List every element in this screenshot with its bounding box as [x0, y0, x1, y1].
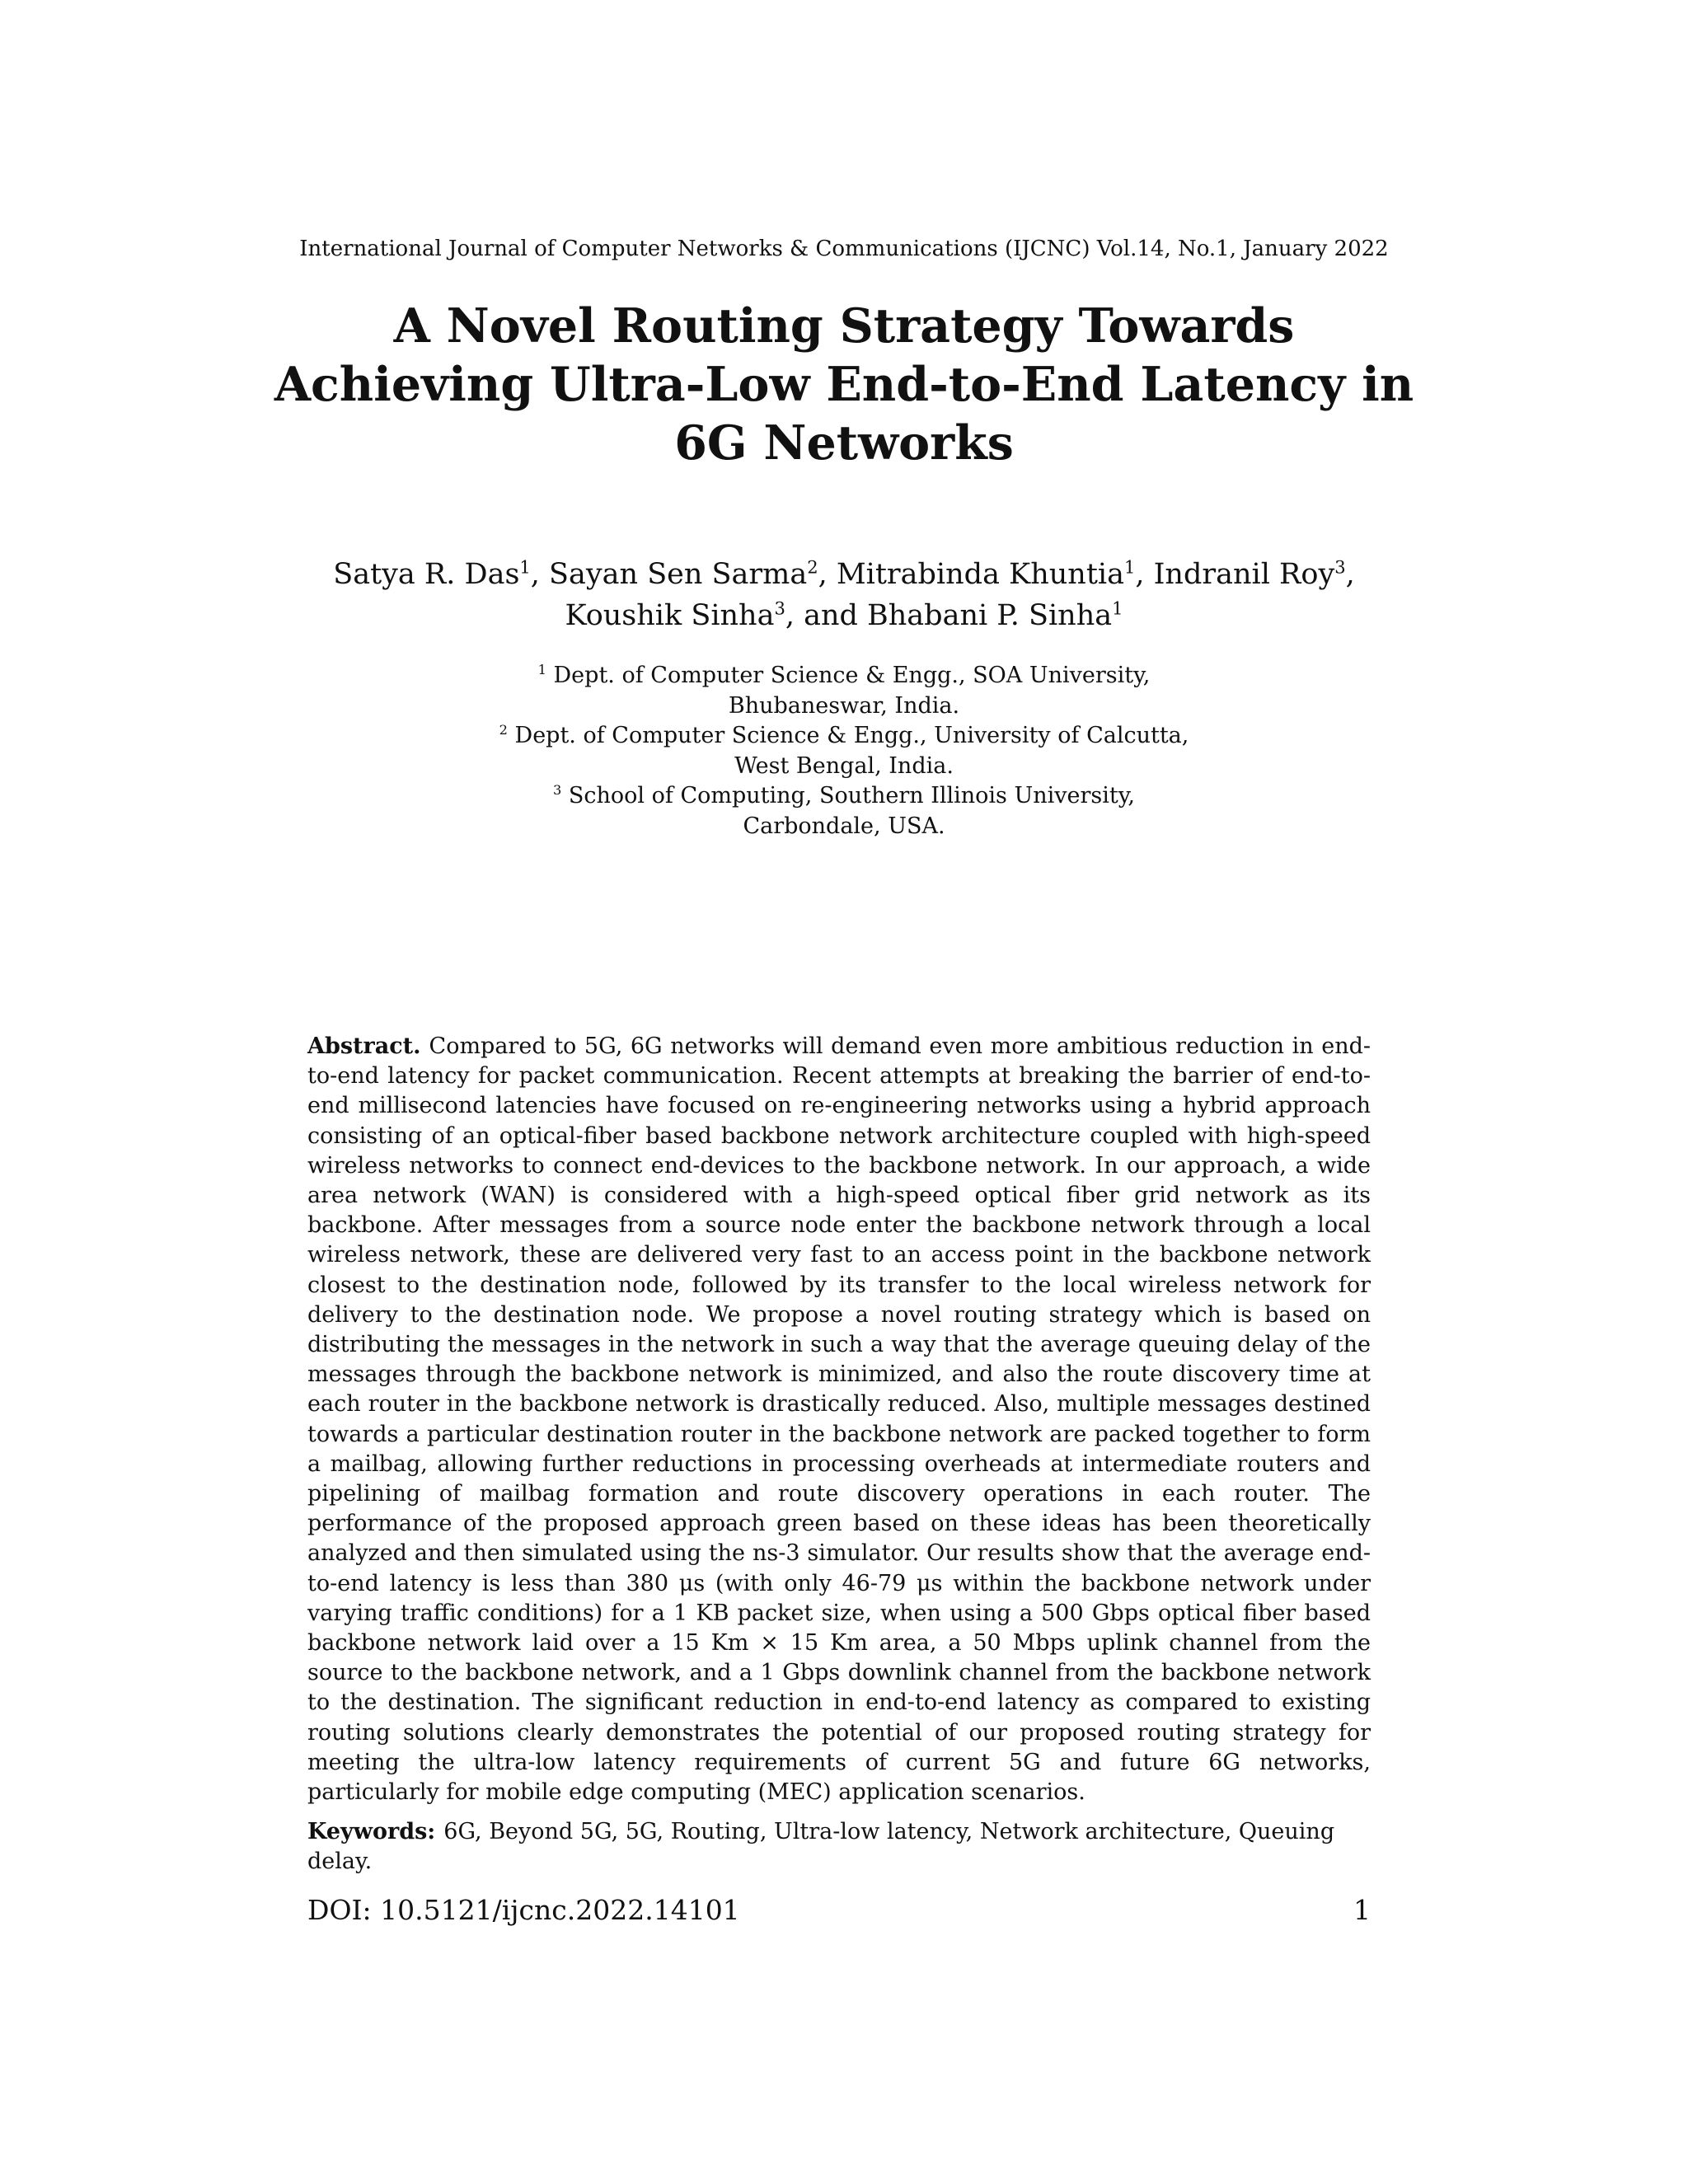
author: Mitrabinda Khuntia$^1$: [836, 557, 1136, 591]
affiliations: [267, 661, 1421, 841]
author: Indranil Roy$^3$: [1153, 557, 1346, 591]
author: Koushik Sinha$^3$: [565, 598, 785, 632]
affiliation-marker: 1: [1123, 557, 1136, 578]
running-header: International Journal of Computer Networks & Communications (IJCNC) Vol.14, No.1, January 2022: [299, 237, 1389, 261]
author: Satya R. Das$^1$: [333, 557, 531, 591]
affiliation-marker: 3: [1334, 557, 1346, 578]
author: Bhabani P. Sinha$^1$: [867, 598, 1123, 632]
affiliation: $^1$ Dept. of Computer Science & Engg., SOA University, Bhubaneswar, India.: [537, 662, 1151, 719]
affiliation-marker: 1: [519, 557, 531, 578]
abstract-text: Compared to 5G, 6G networks will demand even more ambitious reduction in end-to-end latency for packet communication. Recent attempts at breaking the barrier of end-to-end millisecond latencies have focused on re-engineering networks using a hybrid approach consisting of an optical-fiber based backbone network architecture coupled with high-speed wireless networks to connect end-devices to the backbone network. In our approach, a wide area network (WAN) is considered with a high-speed optical fiber grid network as its backbone. After messages from a source node enter the backbone network through a local wireless network, these are delivered very fast to an access point in the backbone network closest to the destination node, followed by its transfer to the local wireless network for delivery to the destination node. We propose a novel routing strategy which is based on distributing the messages in the network in such a way that the average queuing delay of the messages through the backbone network is minimized, and also the route discovery time at each router in the backbone network is drastically reduced. Also, multiple messages destined towards a particular destination router in the backbone network are packed together to form a mailbag, allowing further reductions in processing overheads at intermediate routers and pipelining of mailbag formation and route discovery operations in each router. The performance of the proposed approach green based on these ideas has been theoretically analyzed and then simulated using the ns-3 simulator. Our results show that the average end-to-end latency is less than 380 μs (with only 46-79 μs within the backbone network under varying traffic conditions) for a 1 KB packet size, when using a 500 Gbps optical fiber based backbone network laid over a 15 Km × 15 Km area, a 50 Mbps uplink channel from the source to the backbone network, and a 1 Gbps downlink channel from the backbone network to the destination. The significant reduction in end-to-end latency as compared to existing routing solutions clearly demonstrates the potential of our proposed routing strategy for meeting the ultra-low latency requirements of current 5G and future 6G networks, particularly for mobile edge computing (MEC) application scenarios.: [307, 1033, 1371, 1806]
keywords-text: 6G, Beyond 5G, 5G, Routing, Ultra-low latency, Network architecture, Queuing delay.: [307, 1819, 1335, 1874]
affiliation-marker: 2: [807, 557, 818, 578]
affiliation-marker: 1: [1112, 598, 1123, 619]
doi: DOI: 10.5121/ijcnc.2022.14101: [307, 1894, 740, 1926]
affiliation-marker: 3: [774, 598, 785, 619]
author: Sayan Sen Sarma$^2$: [549, 557, 818, 591]
keywords-label: Keywords:: [307, 1819, 436, 1844]
affiliation: $^3$ School of Computing, Southern Illinois University, Carbondale, USA.: [552, 782, 1136, 839]
abstract-label: Abstract.: [307, 1033, 421, 1059]
page-number: 1: [1353, 1894, 1371, 1926]
abstract: [307, 1032, 1371, 1807]
paper-title: A Novel Routing Strategy Towards Achieving Ultra-Low End-to-End Latency in 6G Networks: [274, 298, 1414, 471]
affiliation: $^2$ Dept. of Computer Science & Engg., University of Calcutta, West Bengal, India.: [499, 722, 1189, 779]
keywords: [307, 1817, 1371, 1877]
author-list: Satya R. Das$^1$, Sayan Sen Sarma$^2$, Mitrabinda Khuntia$^1$, Indranil Roy$^3$, Koushik Sinha$^3$, and Bhabani P. Sinha$^1$: [333, 557, 1355, 632]
